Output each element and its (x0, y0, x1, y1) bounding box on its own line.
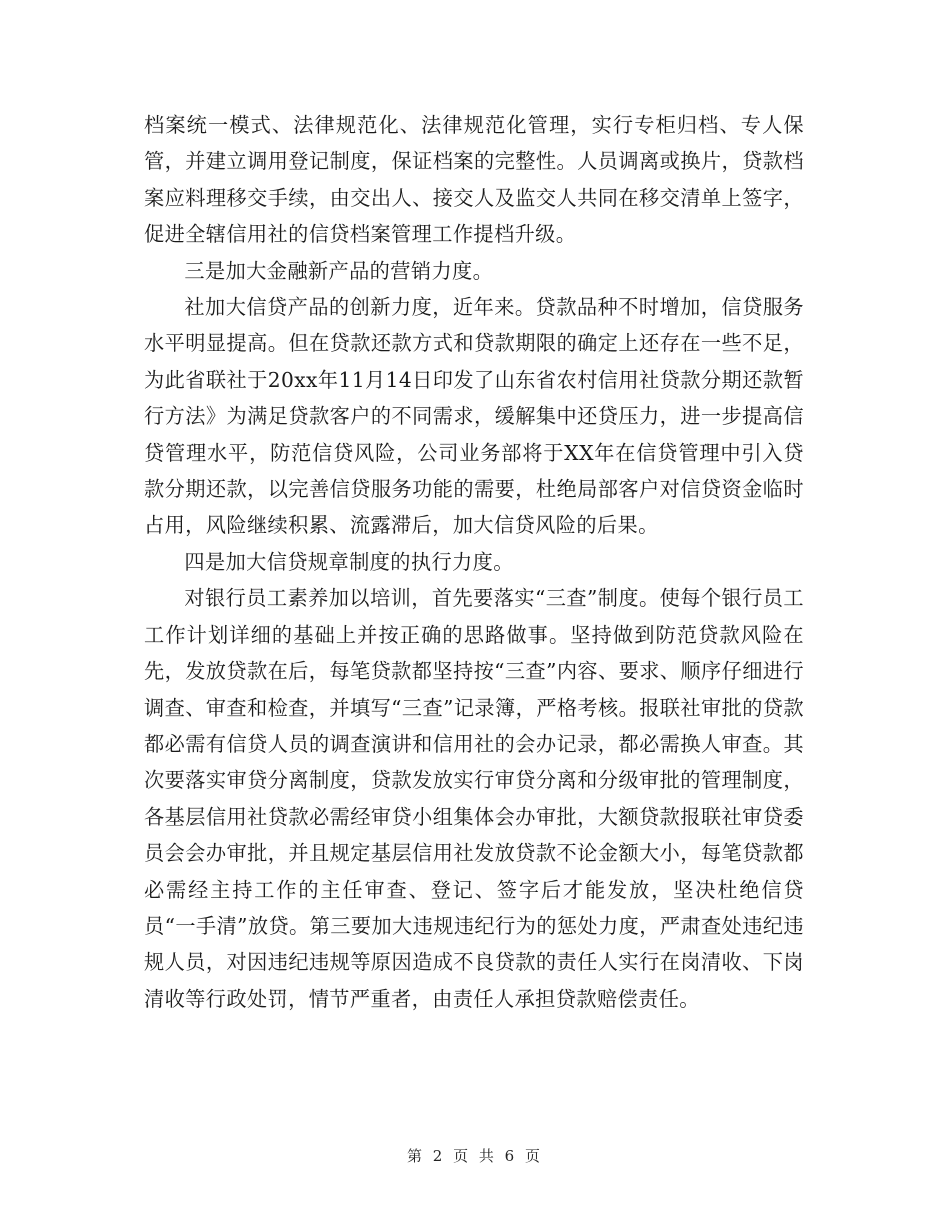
heading-point-three: 三是加大金融新产品的营销力度。 (184, 258, 494, 283)
paragraph-archive-management: 档案统一模式、法律规范化、法律规范化管理，实行专柜归档、专人保管，并建立调用登记制度，保证档案的完整性。人员调离或换片，贷款档案应料理移交手续，由交出人、接交人及监交人共同在移交清单上签字，促进全辖信用社的信贷档案管理工作提档升级。 (144, 113, 804, 247)
heading-point-four: 四是加大信贷规章制度的执行力度。 (184, 549, 514, 574)
page-number-footer: 第 2 页 共 6 页 (407, 1147, 543, 1165)
document-body (144, 107, 804, 1017)
paragraph-credit-products: 社加大信贷产品的创新力度，近年来。贷款品种不时增加，信贷服务水平明显提高。但在贷款还款方式和贷款期限的确定上还存在一些不足，为此省联社于20xx年11月14日印发了山东省农村信用社贷款分期还款暂行方法》为满足贷款客户的不同需求，缓解集中还贷压力，进一步提高信贷管理水平，防范信贷风险，公司业务部将于XX年在信贷管理中引入贷款分期还款，以完善信贷服务功能的需要，杜绝局部客户对信贷资金临时占用，风险继续积累、流露滞后，加大信贷风险的后果。 (144, 295, 804, 538)
paragraph-regulations-enforcement: 对银行员工素养加以培训，首先要落实“三查”制度。使每个银行员工工作计划详细的基础上并按正确的思路做事。坚持做到防范贷款风险在先，发放贷款在后，每笔贷款都坚持按“三查”内容、要求、顺序仔细进行调查、审查和检查，并填写“三查”记录簿，严格考核。报联社审批的贷款都必需有信贷人员的调查演讲和信用社的会办记录，都必需换人审查。其次要落实审贷分离制度，贷款发放实行审贷分离和分级审批的管理制度，各基层信用社贷款必需经审贷小组集体会办审批，大额贷款报联社审贷委员会会办审批，并且规定基层信用社发放贷款不论金额大小，每笔贷款都必需经主持工作的主任审查、登记、签字后才能发放，坚决杜绝信贷员“一手清”放贷。第三要加大违规违纪行为的惩处力度，严肃查处违纪违规人员，对因违纪违规等原因造成不良贷款的责任人实行在岗清收、下岗清收等行政处罚，情节严重者，由责任人承担贷款赔偿责任。 (144, 586, 804, 1011)
